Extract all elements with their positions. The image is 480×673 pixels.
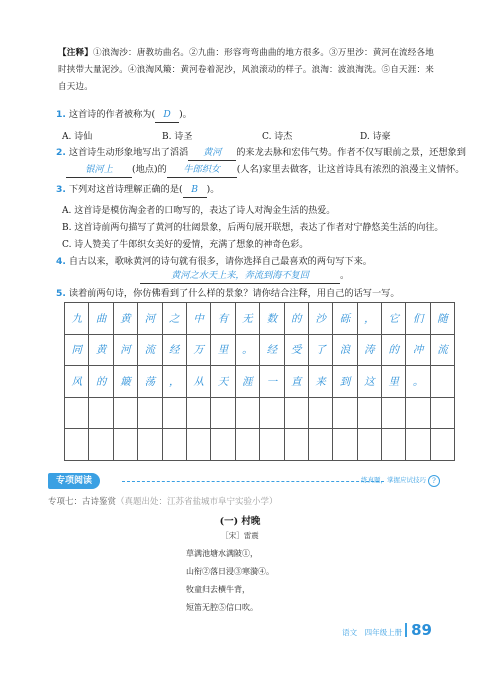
grid-cell: 的: [89, 366, 113, 398]
grid-cell: [186, 429, 210, 461]
question-text: )。: [206, 184, 220, 195]
grid-cell: 冲: [406, 334, 430, 366]
grid-cell: 同: [65, 334, 89, 366]
question-number: 1.: [56, 109, 66, 120]
question-4: [56, 255, 372, 269]
grid-cell: 这: [357, 366, 381, 398]
subsection-title: [48, 495, 278, 507]
grid-cell: 数: [260, 303, 284, 335]
grid-cell: [430, 366, 454, 398]
grid-cell: 中: [186, 303, 210, 335]
question-text: (地点)的: [132, 164, 167, 175]
grid-cell: 它: [382, 303, 406, 335]
grid-cell: [113, 397, 137, 429]
grid-cell: [308, 397, 332, 429]
grid-cell: 里: [382, 366, 406, 398]
grid-cell: [235, 429, 259, 461]
option-c: C. 诗杰: [262, 132, 293, 142]
grid-cell: 了: [308, 334, 332, 366]
grid-cell: [186, 397, 210, 429]
grid-cell: ，: [357, 303, 381, 335]
option-d: D. 诗豪: [360, 132, 391, 142]
question-1: [56, 108, 192, 123]
section-tagline: 练真题，掌握应试技巧: [361, 476, 426, 484]
question-4-answer-line: [140, 269, 349, 284]
grid-cell: 受: [284, 334, 308, 366]
grid-cell: 的: [382, 334, 406, 366]
grid-cell: [65, 429, 89, 461]
grid-cell: 沙: [308, 303, 332, 335]
question-2-line2: [66, 163, 464, 178]
grid-cell: ，: [162, 366, 186, 398]
grid-cell: 流: [430, 334, 454, 366]
grid-cell: 浪: [333, 334, 357, 366]
grid-cell: 。: [235, 334, 259, 366]
grid-cell: [284, 397, 308, 429]
answer-handwritten: 黄河之水天上来，奔流到海不复回: [140, 269, 340, 284]
grid-cell: 有: [211, 303, 235, 335]
subsection-name: 专项七：古诗鉴赏: [48, 497, 117, 507]
grid-row: [65, 334, 455, 366]
section-label: 专项阅读: [48, 473, 100, 489]
annotation-block: [58, 45, 438, 96]
option-b: B. 这首诗前两句描写了黄河的壮阔景象，后两句展开联想，表达了作者对宁静悠美生活的向往。: [62, 223, 444, 233]
grid-cell: 曲: [89, 303, 113, 335]
grid-cell: [430, 397, 454, 429]
question-text: )。: [179, 109, 192, 120]
grid-cell: [284, 429, 308, 461]
question-2: [56, 146, 466, 161]
question-text: 。: [340, 270, 350, 281]
grid-cell: 的: [284, 303, 308, 335]
option-a: A. 诗仙: [62, 132, 93, 142]
grid-cell: 从: [186, 366, 210, 398]
question-5: [56, 287, 400, 301]
answer-grid: [64, 302, 455, 461]
grid-cell: [211, 429, 235, 461]
grid-row: [65, 366, 455, 398]
poem-line: 牧童归去横牛背，: [186, 585, 250, 594]
grid-cell: [406, 397, 430, 429]
grid-cell: [333, 397, 357, 429]
grid-cell: 无: [235, 303, 259, 335]
question-number: 2.: [56, 147, 66, 158]
grid-cell: [113, 429, 137, 461]
page-footer: [342, 621, 432, 639]
question-number: 5.: [56, 288, 66, 299]
grid-cell: [430, 429, 454, 461]
grid-cell: 万: [186, 334, 210, 366]
poem-author: ［宋］雷震: [221, 531, 259, 540]
question-number: 3.: [56, 184, 66, 195]
grid-cell: [382, 397, 406, 429]
grid-cell: 黄: [89, 334, 113, 366]
grid-cell: [65, 397, 89, 429]
grid-cell: 天: [211, 366, 235, 398]
page-number: 89: [411, 621, 432, 639]
grid-cell: 经: [162, 334, 186, 366]
question-text: 的来龙去脉和宏伟气势。作者不仅写眼前之景，还想象到: [236, 147, 466, 158]
question-3: [56, 183, 219, 198]
grid-cell: 黄: [113, 303, 137, 335]
section-header: [48, 473, 440, 489]
grid-cell: [406, 429, 430, 461]
grid-cell: 涛: [357, 334, 381, 366]
grid-cell: [138, 397, 162, 429]
annotation-text: ①浪淘沙：唐教坊曲名。②九曲：形容弯弯曲曲的地方很多。③万里沙：黄河在流经各地时挟带大量泥沙。④浪淘风簸：黄河卷着泥沙，风浪滚动的样子。浪淘：波浪淘洗。⑤自天涯：来自天边。: [58, 48, 434, 92]
grid-row: [65, 303, 455, 335]
grid-cell: 随: [430, 303, 454, 335]
question-icon: ?: [428, 475, 440, 487]
grid-cell: 。: [406, 366, 430, 398]
grid-cell: 到: [333, 366, 357, 398]
poem-title: (一) 村晚: [219, 516, 261, 527]
grid-cell: 经: [260, 334, 284, 366]
grid-cell: 河: [113, 334, 137, 366]
grid-cell: 砾: [333, 303, 357, 335]
grid-cell: [211, 397, 235, 429]
question-text: (人名)家里去做客，让这首诗具有浓烈的浪漫主义情怀。: [236, 164, 465, 175]
footer-subject: 语文 四年级上册: [342, 628, 403, 637]
question-text: 这首诗的作者被称为(: [68, 109, 156, 120]
annotation-tag: 【注释】: [58, 48, 93, 58]
grid-cell: 一: [260, 366, 284, 398]
footer-divider: [405, 623, 407, 637]
poem-line: 短笛无腔⑤信口吹。: [186, 603, 258, 612]
answer-handwritten: 牛郎织女: [167, 163, 237, 178]
grid-cell: 河: [138, 303, 162, 335]
grid-cell: 里: [211, 334, 235, 366]
grid-cell: [138, 429, 162, 461]
grid-cell: [162, 397, 186, 429]
poem-line: 草满池塘水满陂①，: [186, 549, 258, 558]
grid-cell: [333, 429, 357, 461]
question-number: 4.: [56, 256, 66, 267]
grid-cell: [357, 397, 381, 429]
grid-cell: 涯: [235, 366, 259, 398]
option-a: A. 这首诗是模仿淘金者的口吻写的，表达了诗人对淘金生活的热爱。: [62, 206, 336, 216]
option-c: C. 诗人赞美了牛郎织女美好的爱情，充满了想象的神奇色彩。: [62, 240, 309, 250]
source-note: （真题出处：江苏省盐城市阜宁实验小学）: [116, 497, 278, 507]
answer-handwritten: 黄河: [188, 146, 236, 161]
grid-cell: [382, 429, 406, 461]
grid-cell: 直: [284, 366, 308, 398]
grid-cell: [260, 397, 284, 429]
grid-cell: 簸: [113, 366, 137, 398]
grid-cell: 风: [65, 366, 89, 398]
grid-cell: 们: [406, 303, 430, 335]
answer-handwritten: B: [183, 183, 207, 198]
answer-handwritten: D: [155, 108, 179, 123]
option-b: B. 诗圣: [162, 132, 193, 142]
grid-cell: [260, 429, 284, 461]
answer-handwritten: 银河上: [66, 163, 132, 178]
grid-cell: [357, 429, 381, 461]
grid-cell: [162, 429, 186, 461]
poem-line: 山衔②落日浸③寒漪④。: [186, 567, 274, 576]
grid-cell: 之: [162, 303, 186, 335]
question-text: 下列对这首诗理解正确的是(: [68, 184, 183, 195]
dashed-divider: [122, 481, 384, 482]
question-text: 这首诗生动形象地写出了滔滔: [68, 147, 189, 158]
grid-cell: 九: [65, 303, 89, 335]
grid-row: [65, 429, 455, 461]
grid-cell: [89, 429, 113, 461]
question-text: 读着前两句诗，你仿佛看到了什么样的景象？请你结合注释，用自己的话写一写。: [68, 288, 400, 299]
grid-cell: 荡: [138, 366, 162, 398]
grid-cell: 流: [138, 334, 162, 366]
grid-row: [65, 397, 455, 429]
grid-cell: [308, 429, 332, 461]
grid-cell: [89, 397, 113, 429]
question-text: 自古以来，歌咏黄河的诗句就有很多，请你选择自己最喜欢的两句写下来。: [68, 256, 372, 267]
grid-cell: 来: [308, 366, 332, 398]
grid-cell: [235, 397, 259, 429]
